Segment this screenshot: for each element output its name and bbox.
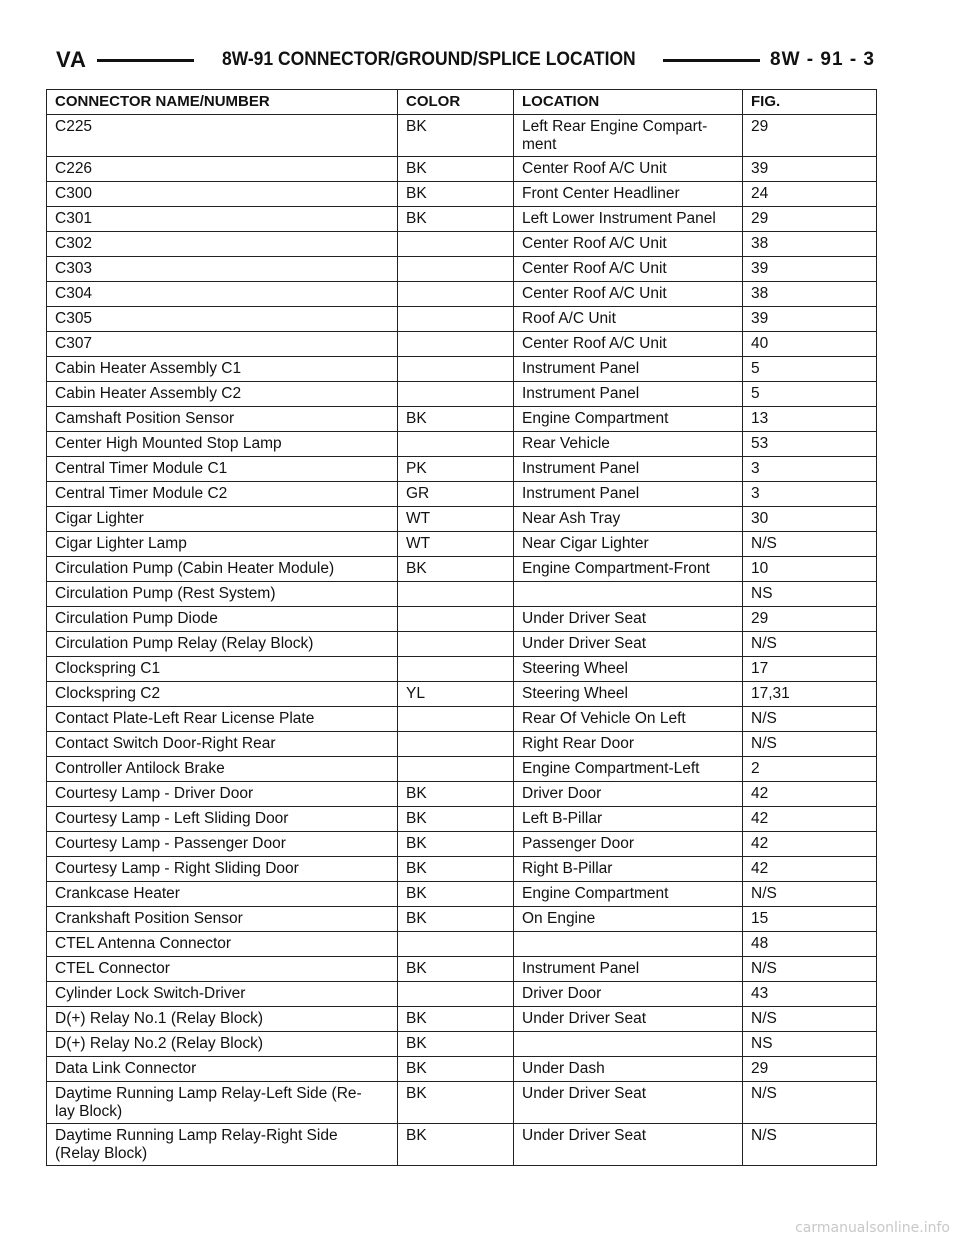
fig-cell: 2 xyxy=(743,757,877,782)
table-row xyxy=(47,557,877,582)
location-cell: Left Rear Engine Compart- ment xyxy=(514,115,743,157)
connector-name-cell: Circulation Pump Relay (Relay Block) xyxy=(47,632,398,657)
location-cell: Instrument Panel xyxy=(514,482,743,507)
fig-cell: N/S xyxy=(743,1124,877,1166)
fig-cell: 39 xyxy=(743,307,877,332)
location-cell: Right B-Pillar xyxy=(514,857,743,882)
table-row xyxy=(47,832,877,857)
location-cell: Engine Compartment-Left xyxy=(514,757,743,782)
fig-cell: 42 xyxy=(743,807,877,832)
color-cell: GR xyxy=(398,482,514,507)
location-cell: Center Roof A/C Unit xyxy=(514,332,743,357)
connector-name-cell: C226 xyxy=(47,157,398,182)
table-row xyxy=(47,807,877,832)
color-cell xyxy=(398,707,514,732)
table-row xyxy=(47,632,877,657)
location-cell xyxy=(514,582,743,607)
location-cell: Driver Door xyxy=(514,982,743,1007)
fig-cell: N/S xyxy=(743,732,877,757)
connector-name-cell: Cigar Lighter xyxy=(47,507,398,532)
table-row xyxy=(47,932,877,957)
fig-cell: 30 xyxy=(743,507,877,532)
table-row xyxy=(47,407,877,432)
location-cell: Rear Vehicle xyxy=(514,432,743,457)
section-code: VA xyxy=(56,47,87,72)
column-header-connector: CONNECTOR NAME/NUMBER xyxy=(47,90,398,115)
table-row xyxy=(47,257,877,282)
fig-cell: NS xyxy=(743,582,877,607)
connector-name-cell: Controller Antilock Brake xyxy=(47,757,398,782)
color-cell xyxy=(398,432,514,457)
table-row xyxy=(47,782,877,807)
table-row xyxy=(47,857,877,882)
color-cell xyxy=(398,932,514,957)
fig-cell: N/S xyxy=(743,532,877,557)
location-cell: Engine Compartment xyxy=(514,882,743,907)
connector-name-cell: Cabin Heater Assembly C1 xyxy=(47,357,398,382)
table-row xyxy=(47,1124,877,1166)
location-cell: Roof A/C Unit xyxy=(514,307,743,332)
connector-name-cell: Central Timer Module C2 xyxy=(47,482,398,507)
connector-name-cell: Camshaft Position Sensor xyxy=(47,407,398,432)
color-cell xyxy=(398,657,514,682)
color-cell: PK xyxy=(398,457,514,482)
color-cell xyxy=(398,332,514,357)
fig-cell: 42 xyxy=(743,782,877,807)
connector-name-cell: Daytime Running Lamp Relay-Right Side (Relay Block) xyxy=(47,1124,398,1166)
color-cell xyxy=(398,582,514,607)
table-row xyxy=(47,357,877,382)
fig-cell: 38 xyxy=(743,232,877,257)
table-row xyxy=(47,1082,877,1124)
column-header-location: LOCATION xyxy=(514,90,743,115)
color-cell: BK xyxy=(398,557,514,582)
column-header-color: COLOR xyxy=(398,90,514,115)
location-cell: Under Driver Seat xyxy=(514,607,743,632)
fig-cell: 29 xyxy=(743,115,877,157)
location-cell: Instrument Panel xyxy=(514,382,743,407)
table-row xyxy=(47,457,877,482)
table-row xyxy=(47,282,877,307)
connector-name-cell: Courtesy Lamp - Passenger Door xyxy=(47,832,398,857)
table-row xyxy=(47,732,877,757)
table-row xyxy=(47,582,877,607)
table-row xyxy=(47,182,877,207)
location-cell: Engine Compartment xyxy=(514,407,743,432)
fig-cell: 3 xyxy=(743,482,877,507)
location-cell: Driver Door xyxy=(514,782,743,807)
color-cell: BK xyxy=(398,1007,514,1032)
table-row xyxy=(47,232,877,257)
location-cell: Right Rear Door xyxy=(514,732,743,757)
color-cell: BK xyxy=(398,832,514,857)
location-cell: On Engine xyxy=(514,907,743,932)
connector-name-cell: C302 xyxy=(47,232,398,257)
table-row xyxy=(47,907,877,932)
color-cell: WT xyxy=(398,532,514,557)
fig-cell: NS xyxy=(743,1032,877,1057)
fig-cell: 17 xyxy=(743,657,877,682)
location-cell: Left Lower Instrument Panel xyxy=(514,207,743,232)
fig-cell: 43 xyxy=(743,982,877,1007)
connector-name-cell: Courtesy Lamp - Left Sliding Door xyxy=(47,807,398,832)
fig-cell: 13 xyxy=(743,407,877,432)
connector-name-cell: Contact Switch Door-Right Rear xyxy=(47,732,398,757)
color-cell xyxy=(398,257,514,282)
location-cell: Left B-Pillar xyxy=(514,807,743,832)
table-row xyxy=(47,332,877,357)
table-row xyxy=(47,482,877,507)
fig-cell: 29 xyxy=(743,607,877,632)
location-cell: Center Roof A/C Unit xyxy=(514,282,743,307)
page-header xyxy=(56,44,875,76)
fig-cell: N/S xyxy=(743,707,877,732)
location-cell xyxy=(514,932,743,957)
fig-cell: 10 xyxy=(743,557,877,582)
color-cell: BK xyxy=(398,182,514,207)
fig-cell: N/S xyxy=(743,1007,877,1032)
fig-cell: 42 xyxy=(743,832,877,857)
table-row xyxy=(47,1032,877,1057)
location-cell: Under Dash xyxy=(514,1057,743,1082)
color-cell xyxy=(398,757,514,782)
color-cell xyxy=(398,282,514,307)
fig-cell: 15 xyxy=(743,907,877,932)
fig-cell: 5 xyxy=(743,382,877,407)
location-cell: Rear Of Vehicle On Left xyxy=(514,707,743,732)
color-cell xyxy=(398,632,514,657)
fig-cell: 29 xyxy=(743,1057,877,1082)
connector-name-cell: C303 xyxy=(47,257,398,282)
color-cell: BK xyxy=(398,782,514,807)
location-cell: Near Cigar Lighter xyxy=(514,532,743,557)
page-title: 8W-91 CONNECTOR/GROUND/SPLICE LOCATION xyxy=(221,49,636,70)
table-header-row xyxy=(47,90,877,115)
connector-name-cell: C304 xyxy=(47,282,398,307)
watermark: carmanualsonline.info xyxy=(795,1220,950,1236)
color-cell xyxy=(398,607,514,632)
connector-name-cell: Data Link Connector xyxy=(47,1057,398,1082)
fig-cell: 3 xyxy=(743,457,877,482)
table-row xyxy=(47,1057,877,1082)
table-row xyxy=(47,957,877,982)
location-cell: Steering Wheel xyxy=(514,657,743,682)
table-row xyxy=(47,682,877,707)
connector-name-cell: Cigar Lighter Lamp xyxy=(47,532,398,557)
color-cell xyxy=(398,307,514,332)
table-row xyxy=(47,507,877,532)
color-cell xyxy=(398,732,514,757)
color-cell: BK xyxy=(398,157,514,182)
color-cell: BK xyxy=(398,207,514,232)
table-row xyxy=(47,757,877,782)
table-row xyxy=(47,882,877,907)
fig-cell: 42 xyxy=(743,857,877,882)
color-cell: BK xyxy=(398,1082,514,1124)
fig-cell: 17,31 xyxy=(743,682,877,707)
location-cell: Under Driver Seat xyxy=(514,1007,743,1032)
location-cell: Center Roof A/C Unit xyxy=(514,257,743,282)
fig-cell: N/S xyxy=(743,957,877,982)
fig-cell: 40 xyxy=(743,332,877,357)
table-row xyxy=(47,307,877,332)
connector-name-cell: CTEL Connector xyxy=(47,957,398,982)
connector-name-cell: Clockspring C1 xyxy=(47,657,398,682)
connector-name-cell: CTEL Antenna Connector xyxy=(47,932,398,957)
location-cell: Center Roof A/C Unit xyxy=(514,232,743,257)
table-row xyxy=(47,982,877,1007)
column-header-fig: FIG. xyxy=(743,90,877,115)
connector-name-cell: Circulation Pump (Cabin Heater Module) xyxy=(47,557,398,582)
connector-name-cell: Central Timer Module C1 xyxy=(47,457,398,482)
fig-cell: N/S xyxy=(743,882,877,907)
color-cell: BK xyxy=(398,882,514,907)
color-cell: BK xyxy=(398,807,514,832)
connector-name-cell: C305 xyxy=(47,307,398,332)
table-row xyxy=(47,432,877,457)
color-cell: BK xyxy=(398,407,514,432)
connector-name-cell: D(+) Relay No.1 (Relay Block) xyxy=(47,1007,398,1032)
location-cell: Front Center Headliner xyxy=(514,182,743,207)
connector-name-cell: Circulation Pump (Rest System) xyxy=(47,582,398,607)
color-cell: BK xyxy=(398,1032,514,1057)
connector-name-cell: Courtesy Lamp - Right Sliding Door xyxy=(47,857,398,882)
connector-name-cell: Daytime Running Lamp Relay-Left Side (Re- lay Block) xyxy=(47,1082,398,1124)
connector-name-cell: C225 xyxy=(47,115,398,157)
location-cell: Under Driver Seat xyxy=(514,1082,743,1124)
location-cell: Center Roof A/C Unit xyxy=(514,157,743,182)
connector-name-cell: Contact Plate-Left Rear License Plate xyxy=(47,707,398,732)
color-cell: BK xyxy=(398,115,514,157)
page-number: 8W - 91 - 3 xyxy=(770,49,875,70)
fig-cell: 53 xyxy=(743,432,877,457)
color-cell xyxy=(398,232,514,257)
fig-cell: 38 xyxy=(743,282,877,307)
location-cell: Near Ash Tray xyxy=(514,507,743,532)
connector-name-cell: C307 xyxy=(47,332,398,357)
fig-cell: 24 xyxy=(743,182,877,207)
connector-name-cell: D(+) Relay No.2 (Relay Block) xyxy=(47,1032,398,1057)
table-row xyxy=(47,157,877,182)
location-cell: Under Driver Seat xyxy=(514,1124,743,1166)
color-cell: YL xyxy=(398,682,514,707)
color-cell xyxy=(398,382,514,407)
table-row xyxy=(47,382,877,407)
fig-cell: N/S xyxy=(743,632,877,657)
fig-cell: N/S xyxy=(743,1082,877,1124)
connector-name-cell: Crankcase Heater xyxy=(47,882,398,907)
table-row xyxy=(47,657,877,682)
header-rule-right xyxy=(663,59,760,62)
location-cell: Passenger Door xyxy=(514,832,743,857)
location-cell: Instrument Panel xyxy=(514,357,743,382)
connector-name-cell: Center High Mounted Stop Lamp xyxy=(47,432,398,457)
location-cell: Steering Wheel xyxy=(514,682,743,707)
location-cell: Instrument Panel xyxy=(514,957,743,982)
table-row xyxy=(47,1007,877,1032)
color-cell: BK xyxy=(398,857,514,882)
connector-name-cell: C301 xyxy=(47,207,398,232)
connector-name-cell: Cabin Heater Assembly C2 xyxy=(47,382,398,407)
connector-name-cell: Cylinder Lock Switch-Driver xyxy=(47,982,398,1007)
color-cell xyxy=(398,982,514,1007)
fig-cell: 29 xyxy=(743,207,877,232)
table-row xyxy=(47,207,877,232)
location-cell: Engine Compartment-Front xyxy=(514,557,743,582)
color-cell: BK xyxy=(398,957,514,982)
table-row xyxy=(47,607,877,632)
fig-cell: 48 xyxy=(743,932,877,957)
table-body xyxy=(47,115,877,1166)
table-row xyxy=(47,115,877,157)
connector-location-table xyxy=(46,89,877,1166)
color-cell: BK xyxy=(398,1057,514,1082)
connector-name-cell: Clockspring C2 xyxy=(47,682,398,707)
color-cell: WT xyxy=(398,507,514,532)
fig-cell: 39 xyxy=(743,157,877,182)
connector-name-cell: Circulation Pump Diode xyxy=(47,607,398,632)
connector-name-cell: Courtesy Lamp - Driver Door xyxy=(47,782,398,807)
table-row xyxy=(47,707,877,732)
color-cell xyxy=(398,357,514,382)
color-cell: BK xyxy=(398,1124,514,1166)
fig-cell: 5 xyxy=(743,357,877,382)
fig-cell: 39 xyxy=(743,257,877,282)
table-row xyxy=(47,532,877,557)
location-cell: Instrument Panel xyxy=(514,457,743,482)
header-rule-left xyxy=(97,59,194,62)
color-cell: BK xyxy=(398,907,514,932)
connector-name-cell: C300 xyxy=(47,182,398,207)
location-cell: Under Driver Seat xyxy=(514,632,743,657)
connector-name-cell: Crankshaft Position Sensor xyxy=(47,907,398,932)
location-cell xyxy=(514,1032,743,1057)
